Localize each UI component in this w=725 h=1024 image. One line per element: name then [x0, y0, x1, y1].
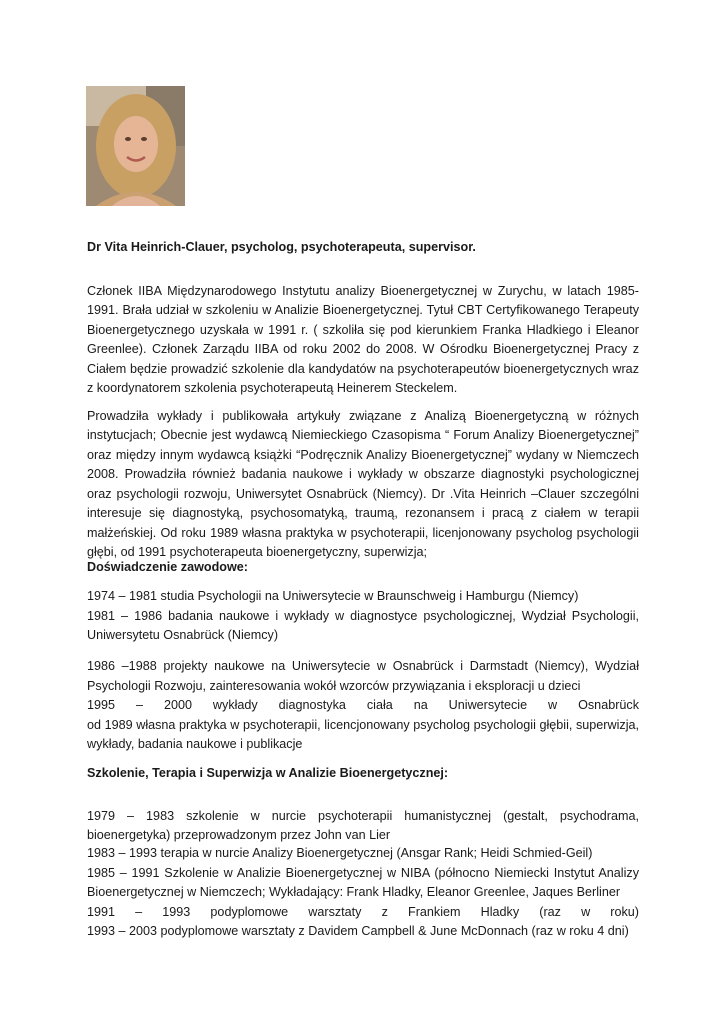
- experience-block-1: [87, 587, 639, 646]
- experience-block-2: [87, 657, 639, 755]
- experience-heading: Doświadczenie zawodowe:: [87, 560, 248, 574]
- training-item: 1991 – 1993 podyplomowe warsztaty z Frankiem Hladky (raz w roku): [87, 904, 639, 919]
- experience-item: 1981 – 1986 badania naukowe i wykłady w diagnostyce psychologicznej, Wydział Psychologii, Uniwersytetu Osnabrück (Niemcy): [87, 608, 639, 642]
- portrait-photo: [86, 86, 185, 206]
- intro-paragraph-2: Prowadziła wykłady i publikowała artykuły związane z Analizą Bioenergetyczną w różnych instytucjach; Obecnie jest wydawcą Niemieckiego Czasopisma “ Forum Analizy Bioenergetycznej” oraz między innym wydawcą książki “Podręcznik Analizy Bioenergetycznej” wydany w Niemczech 2008. Prowadziła również badania naukowe i wykłady w obszarze diagnostyki psychologicznej oraz psychologii rozwoju, Uniwersytet Osnabrück (Niemcy). Dr .Vita Heinrich –Clauer szczególni interesuje się diagnostyką, psychosomatyką, traumą, rezonansem i pracą z ciałem w terapii małżeńskiej. Od roku 1989 własna praktyka w psychoterapii, licenjonowany psycholog psychologii głębi, od 1991 psychoterapeuta bioenergetyczny, superwizja;: [87, 408, 639, 560]
- experience-item: 1986 –1988 projekty naukowe na Uniwersytecie w Osnabrück i Darmstadt (Niemcy), Wydział Psychologii Rozwoju, zainteresowania wokół wzorców przywiązania i eksploracji u dzieci: [87, 659, 639, 693]
- training-item: 1985 – 1991 Szkolenie w Analizie Bioenergetycznej w NIBA (północno Niemiecki Instytut Analizy Bioenergetycznej w Niemczech; Wykładający: Frank Hladky, Eleanor Greenlee, Jaques Berliner: [87, 865, 639, 899]
- intro-paragraph-1: Członek IIBA Międzynarodowego Instytutu analizy Bioenergetycznej w Zurychu, w latach 1985-1991. Brała udział w szkoleniu w Analizie Bioenergetycznej. Tytuł CBT Certyfikowanego Terapeuty Bioenergetycznego uzyskała w 1991 r. ( szkoliła się pod kierunkiem Franka Hladkiego i Eleanor Greenlee). Członek Zarządu IIBA od roku 2002 do 2008. W Ośrodku Bioenergetycznej Pracy z Ciałem będzie prowadzić szkolenie dla kandydatów na psychoterapeutów bioenergetycznych wraz z koordynatorem szkolenia psychoterapeutą Heinerem Steckelem.: [87, 283, 639, 396]
- portrait-image: [86, 86, 185, 206]
- experience-item: od 1989 własna praktyka w psychoterapii, licencjonowany psycholog psychologii głębii, superwizja, wykłady, badania naukowe i publikacje: [87, 717, 639, 751]
- training-heading: Szkolenie, Terapia i Superwizja w Analizie Bioenergetycznej:: [87, 766, 449, 780]
- training-block-1: 1979 – 1983 szkolenie w nurcie psychoterapii humanistycznej (gestalt, psychodrama, bioenergetyka) przeprowadzonym przez John van Lier: [87, 808, 639, 843]
- experience-item: 1995 – 2000 wykłady diagnostyka ciała na Uniwersytecie w Osnabrück: [87, 698, 639, 712]
- training-item: 1993 – 2003 podyplomowe warsztaty z Davidem Campbell & June McDonnach (raz w roku 4 dni): [87, 924, 629, 938]
- training-block-2: [87, 844, 639, 942]
- page-title: Dr Vita Heinrich-Clauer, psycholog, psychoterapeuta, supervisor.: [87, 240, 476, 254]
- experience-item: 1974 – 1981 studia Psychologii na Uniwersytecie w Braunschweig i Hamburgu (Niemcy): [87, 589, 579, 603]
- training-item: 1983 – 1993 terapia w nurcie Analizy Bioenergetycznej (Ansgar Rank; Heidi Schmied-Geil): [87, 846, 593, 860]
